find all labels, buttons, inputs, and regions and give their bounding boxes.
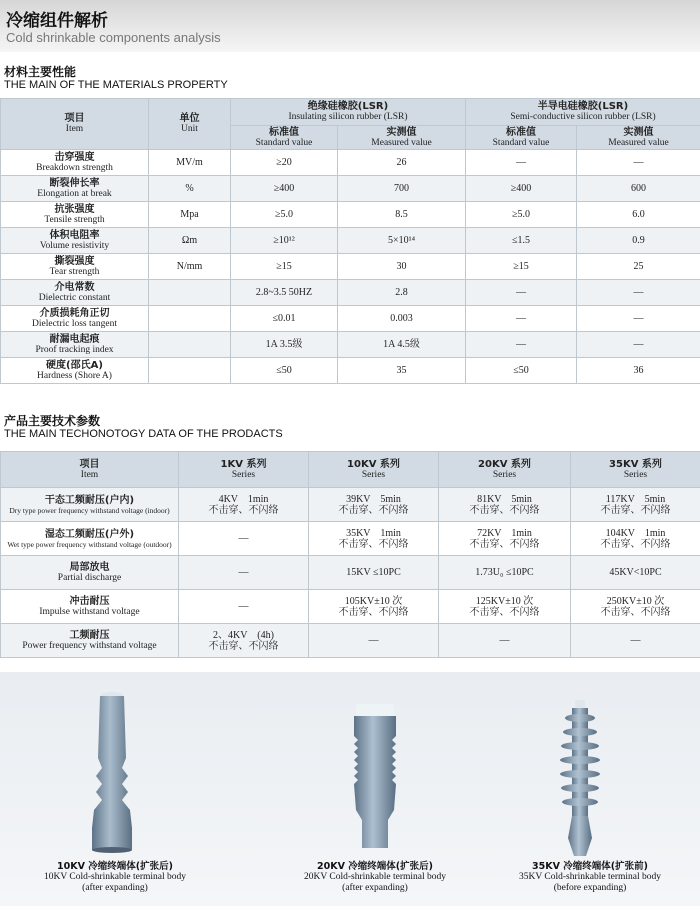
col-35kv: 35KV 系列 Series [571,452,700,488]
table-row: 硬度(邵氏A) Hardness (Shore A) ≤50 35 ≤50 36 [1,358,700,384]
materials-table [0,98,700,384]
col-standard-1: 标准值 Standard value [231,126,338,150]
table-row: 冲击耐压 Impulse withstand voltage — 105KV±10 次 不击穿、不闪络 125KV±10 次 不击穿、不闪络 250KV±10 次 不击穿、不闪络 [1,590,700,624]
table-row: 湿态工频耐压(户外) Wet type power frequency withstand voltage (outdoor) — 35KV 1min 不击穿、不闪络 72KV 1min 不击穿、不闪络 104KV 1min 不击穿、不闪络 [1,522,700,556]
col-unit: 单位 Unit [149,99,231,150]
col-10kv: 10KV 系列 Series [309,452,439,488]
col-item: 项目 Item [1,452,179,488]
technology-title-en: THE MAIN TECHONOTOGY DATA OF THE PRODACTS [4,428,283,440]
table-row: 局部放电 Partial discharge — 15KV ≤10PC 1.73U₀ ≤10PC 45KV<10PC [1,556,700,590]
materials-title-en: THE MAIN OF THE MATERIALS PROPERTY [4,79,228,91]
terminal-20kv-image [346,700,404,850]
materials-title-cn: 材料主要性能 [4,65,77,79]
table-row: 断裂伸长率 Elongation at break % ≥400 700 ≥400 600 [1,176,700,202]
table-row: 抗张强度 Tensile strength Mpa ≥5.0 8.5 ≥5.0 6.0 [1,202,700,228]
col-group-insulating: 绝缘硅橡胶(LSR) Insulating silicon rubber (LSR) [231,99,466,126]
col-group-semiconductive: 半导电硅橡胶(LSR) Semi-conductive silicon rubber (LSR) [466,99,700,126]
table-row: 干态工频耐压(户内) Dry type power frequency withstand voltage (indoor) 4KV 1min 不击穿、不闪络 39KV 5min 不击穿、不闪络 81KV 5min 不击穿、不闪络 117KV 5min 不击穿、不闪络 [1,488,700,522]
technology-header-row [1,452,700,488]
table-row: 工频耐压 Power frequency withstand voltage 2、4KV (4h) 不击穿、不闪络 — — — [1,624,700,658]
col-1kv: 1KV 系列 Series [179,452,309,488]
col-standard-2: 标准值 Standard value [466,126,577,150]
caption-10kv: 10KV 冷缩终端体(扩张后) 10KV Cold-shrinkable terminal body (after expanding) [43,861,187,893]
col-20kv: 20KV 系列 Series [439,452,571,488]
table-row: 耐漏电起痕 Proof tracking index 1A 3.5级 1A 4.5级 — — [1,332,700,358]
table-row: 介电常数 Dielectric constant 2.8~3.5 50HZ 2.8 — — [1,280,700,306]
materials-header-row [1,99,700,126]
table-row: 击穿强度 Breakdown strength MV/m ≥20 26 — — [1,150,700,176]
table-row: 介质损耗角正切 Dielectric loss tangent ≤0.01 0.003 — — [1,306,700,332]
table-row: 体积电阻率 Volume resistivity Ωm ≥10¹² 5×10¹⁴ ≤1.5 0.9 [1,228,700,254]
terminal-10kv-image [82,688,142,853]
col-measured-1: 实测值 Measured value [338,126,466,150]
caption-20kv: 20KV 冷缩终端体(扩张后) 20KV Cold-shrinkable terminal body (after expanding) [303,861,447,893]
technology-table [0,451,700,658]
page-subtitle: Cold shrinkable components analysis [6,30,221,45]
table-row: 撕裂强度 Tear strength N/mm ≥15 30 ≥15 25 [1,254,700,280]
col-measured-2: 实测值 Measured value [577,126,700,150]
col-item: 项目 Item [1,99,149,150]
terminal-35kv-image [550,698,610,858]
technology-title-cn: 产品主要技术参数 [4,414,101,428]
caption-35kv: 35KV 冷缩终端体(扩张前) 35KV Cold-shrinkable terminal body (before expanding) [518,861,662,893]
page-title: 冷缩组件解析 [6,11,108,31]
